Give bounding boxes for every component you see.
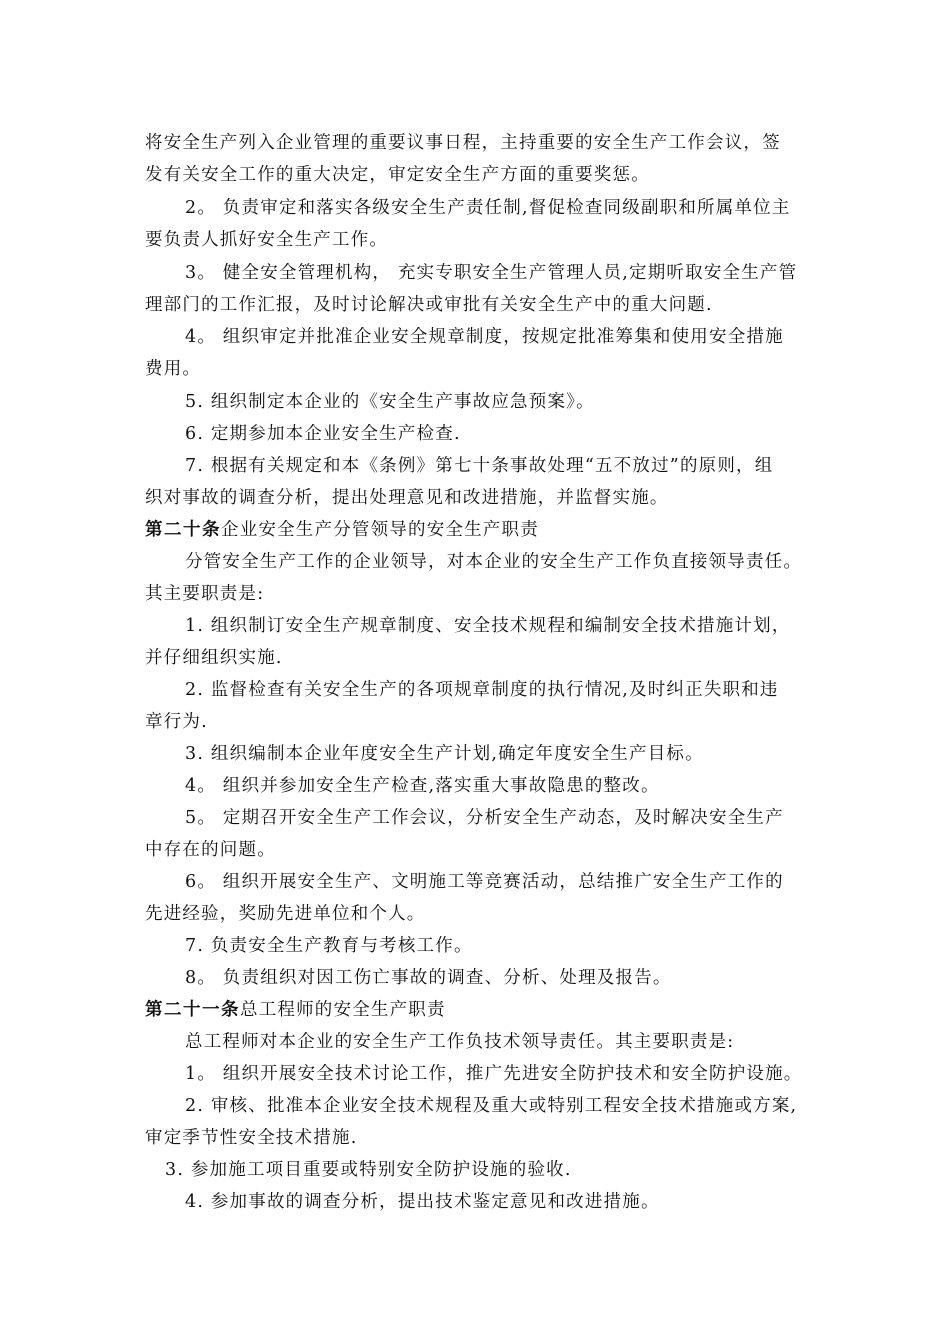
article-number: 第二十一条	[145, 1000, 240, 1020]
text-line: 先进经验，奖励先进单位和个人。	[145, 904, 426, 924]
text-line: 并仔细组织实施.	[145, 648, 283, 668]
text-line: 费用。	[145, 359, 202, 379]
article-number: 第二十条	[145, 520, 221, 540]
text-line: 6。 组织开展安全生产、文明施工等竞赛活动，总结推广安全生产工作的	[185, 872, 784, 892]
text-line: 4. 参加事故的调查分析，提出技术鉴定意见和改进措施。	[185, 1192, 660, 1212]
text-line: 其主要职责是:	[145, 584, 265, 604]
text-line: 5。 定期召开安全生产工作会议，分析安全生产动态，及时解决安全生产	[185, 808, 784, 828]
text-line: 7. 根据有关规定和本《条例》第七十条事故处理“五不放过”的原则，组	[185, 456, 774, 476]
text-line: 1。 组织开展安全技术讨论工作，推广先进安全防护技术和安全防护设施。	[185, 1064, 803, 1084]
text-line: 总工程师对本企业的安全生产工作负技术领导责任。其主要职责是:	[185, 1032, 735, 1052]
text-line: 8。 负责组织对因工伤亡事故的调查、分析、处理及报告。	[185, 968, 672, 988]
text-line: 发有关安全工作的重大决定，审定安全生产方面的重要奖惩。	[145, 165, 650, 185]
text-line: 6. 定期参加本企业安全生产检查.	[185, 424, 461, 444]
text-line: 分管安全生产工作的企业领导，对本企业的安全生产工作负直接领导责任。	[185, 552, 803, 572]
text-line: 4。 组织并参加安全生产检查,落实重大事故隐患的整改。	[185, 776, 660, 796]
text-line: 章行为.	[145, 712, 208, 732]
text-line: 2. 审核、批准本企业安全技术规程及重大或特别工程安全技术措施或方案,	[185, 1096, 798, 1116]
text-line: 理部门的工作汇报，及时讨论解决或审批有关安全生产中的重大问题.	[145, 295, 713, 315]
text-line: 织对事故的调查分析，提出处理意见和改进措施，并监督实施。	[145, 488, 669, 508]
text-line: 4。 组织审定并批准企业安全规章制度，按规定批准筹集和使用安全措施	[185, 327, 784, 347]
text-line: 要负责人抓好安全生产工作。	[145, 230, 389, 250]
text-line: 审定季节性安全技术措施.	[145, 1128, 358, 1148]
text-line: 3。 健全安全管理机构， 充实专职安全生产管理人员,定期听取安全生产管	[185, 263, 798, 283]
section-heading	[145, 519, 539, 541]
text-line: 中存在的问题。	[145, 840, 276, 860]
text-line: 5. 组织制定本企业的《安全生产事故应急预案》。	[185, 392, 595, 412]
article-title: 总工程师的安全生产职责	[240, 1000, 446, 1020]
text-line: 将安全生产列入企业管理的重要议事日程，主持重要的安全生产工作会议，签	[145, 133, 781, 153]
text-line: 3. 组织编制本企业年度安全生产计划,确定年度安全生产目标。	[185, 744, 704, 764]
section-heading	[145, 999, 446, 1021]
text-line: 1. 组织制订安全生产规章制度、安全技术规程和编制安全技术措施计划，	[185, 616, 791, 636]
text-line: 7. 负责安全生产教育与考核工作。	[185, 936, 473, 956]
text-line: 2. 监督检查有关安全生产的各项规章制度的执行情况,及时纠正失职和违	[185, 680, 779, 700]
text-line: 2。 负责审定和落实各级安全生产责任制,督促检查同级副职和所属单位主	[185, 198, 791, 218]
text-line: 3. 参加施工项目重要或特别安全防护设施的验收.	[165, 1160, 572, 1180]
article-title: 企业安全生产分管领导的安全生产职责	[221, 520, 539, 540]
